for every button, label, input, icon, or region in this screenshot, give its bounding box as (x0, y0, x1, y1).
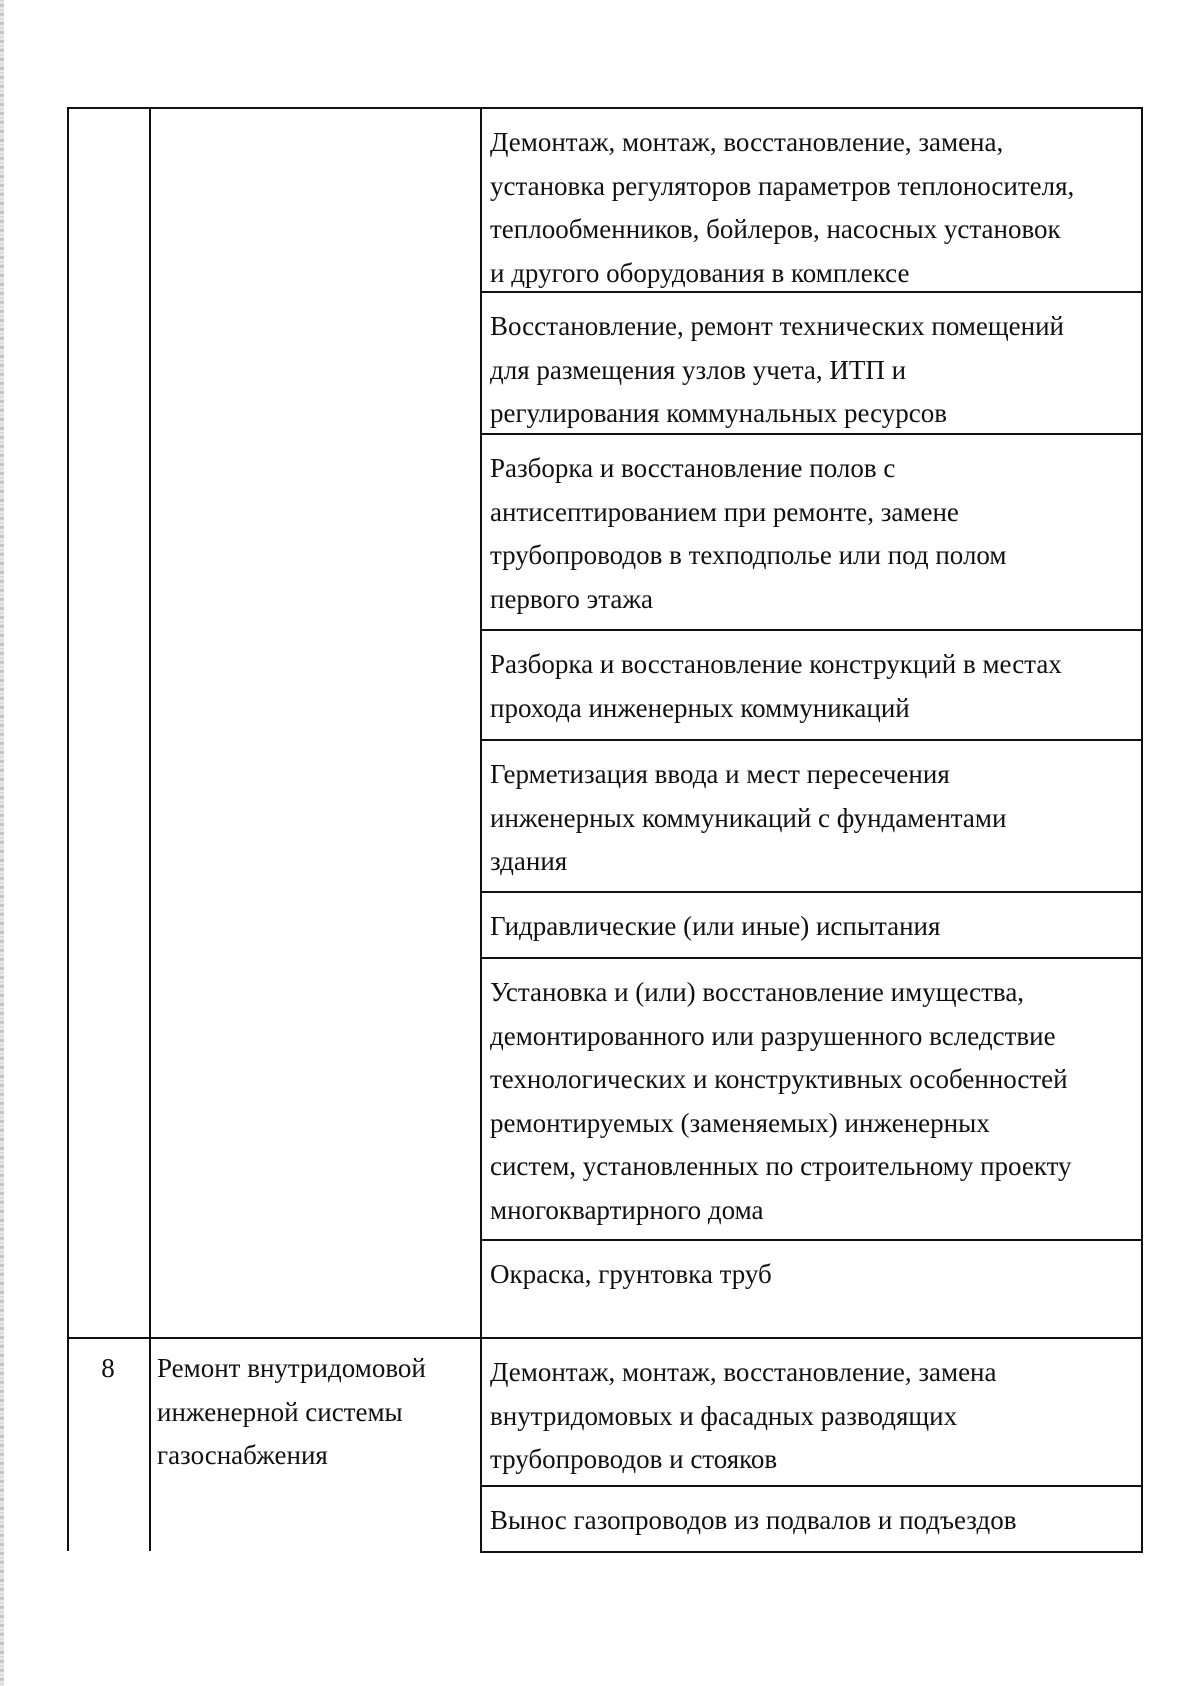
col-title-left-border (149, 107, 151, 1551)
work-item: Разборка и восстановление полов с антисептированием при ремонте, замене трубопроводов в техподполье или под полом первого этажа (480, 435, 1143, 631)
row-8-top-border (67, 1337, 482, 1339)
work-item: Установка и (или) восстановление имущества, демонтированного или разрушенного вследствие технологических и конструктивных особенностей ремонтируемых (заменяемых) инженерных систем, установленных по строительному проекту многоквартирного дома (480, 959, 1143, 1241)
work-item: Демонтаж, монтаж, восстановление, замена, установка регуляторов параметров теплоносителя, теплообменников, бойлеров, насосных установок и другого оборудования в комплексе (480, 109, 1143, 293)
work-item: Вынос газопроводов из подвалов и подъездов (480, 1487, 1143, 1553)
row-8-title: Ремонт внутридомовой инженерной системы газоснабжения (157, 1353, 426, 1470)
col-number-left-border (67, 107, 69, 1551)
work-item: Окраска, грунтовка труб (480, 1241, 1143, 1339)
work-item: Демонтаж, монтаж, восстановление, замена внутридомовых и фасадных разводящих трубопроводов и стояков (480, 1339, 1143, 1487)
work-item: Восстановление, ремонт технических помещений для размещения узлов учета, ИТП и регулирования коммунальных ресурсов (480, 293, 1143, 435)
work-item: Разборка и восстановление конструкций в местах прохода инженерных коммуникаций (480, 631, 1143, 741)
work-item: Гидравлические (или иные) испытания (480, 893, 1143, 959)
work-item: Герметизация ввода и мест пересечения инженерных коммуникаций с фундаментами здания (480, 741, 1143, 893)
row-8-number: 8 (101, 1353, 115, 1383)
works-table (67, 107, 1143, 1551)
scan-edge (0, 0, 4, 1686)
